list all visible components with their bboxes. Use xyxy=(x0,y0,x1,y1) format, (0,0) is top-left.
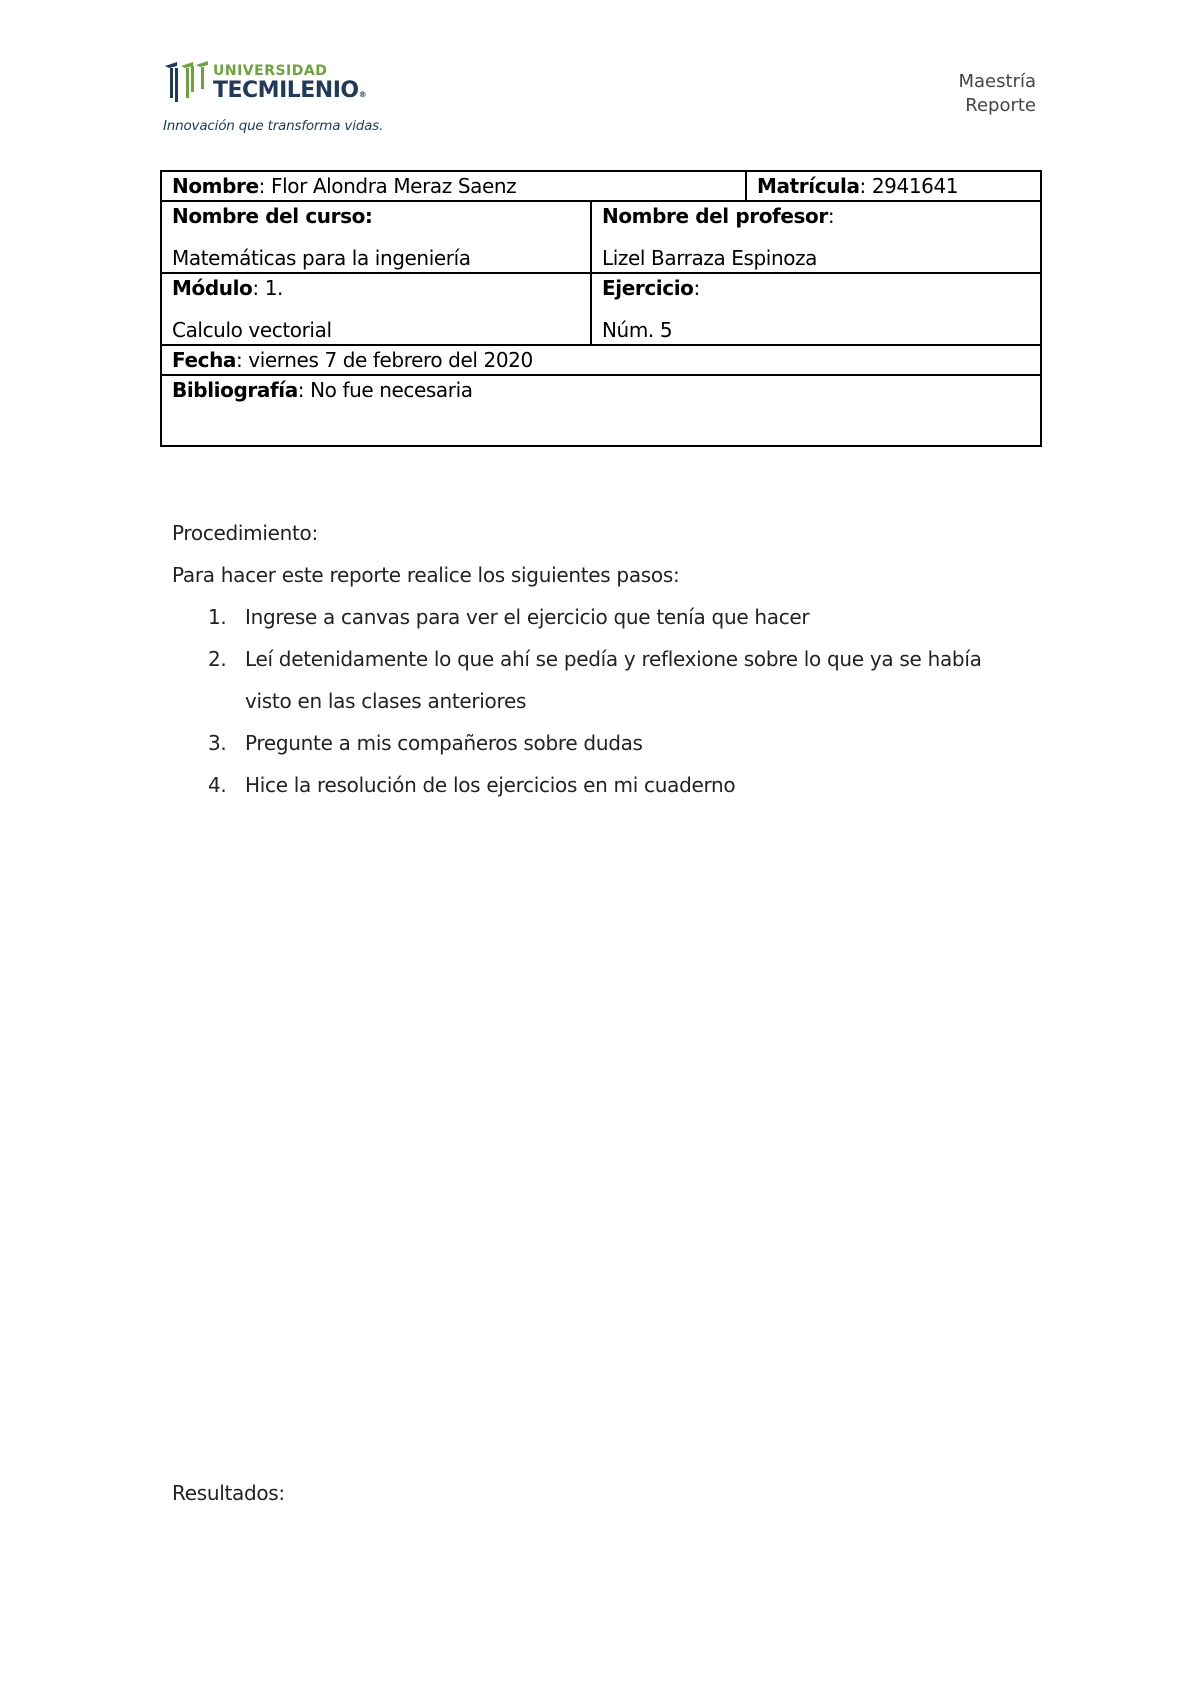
list-item: 1. Ingrese a canvas para ver el ejercicio que tenía que hacer xyxy=(208,605,810,629)
cell-bibliografia: Bibliografía: No fue necesaria xyxy=(161,375,1041,446)
logo-name-text: TECMILENIO® xyxy=(213,78,367,103)
logo-mark-icon xyxy=(163,60,211,104)
cell-matricula: Matrícula: 2941641 xyxy=(746,171,1041,201)
steps-list xyxy=(172,596,1032,806)
row-bibliografia xyxy=(161,375,1041,446)
cell-nombre: Nombre: Flor Alondra Meraz Saenz xyxy=(161,171,746,201)
procedimiento-heading: Procedimiento: xyxy=(172,521,318,545)
procedimiento-intro: Para hacer este reporte realice los siguientes pasos: xyxy=(172,563,680,587)
row-curso xyxy=(161,201,1041,273)
cell-curso: Nombre del curso: Matemáticas para la ingeniería xyxy=(161,201,591,273)
list-item: 3. Pregunte a mis compañeros sobre dudas xyxy=(208,731,643,755)
resultados-heading: Resultados: xyxy=(172,1481,285,1505)
logo-university-text: UNIVERSIDAD xyxy=(213,63,328,79)
header-program: Maestría xyxy=(958,71,1036,92)
logo-tagline: Innovación que transforma vidas. xyxy=(163,118,384,134)
cell-fecha: Fecha: viernes 7 de febrero del 2020 xyxy=(161,345,1041,375)
header-doc-type: Reporte xyxy=(965,95,1036,116)
row-modulo xyxy=(161,273,1041,345)
cell-ejercicio: Ejercicio: Núm. 5 xyxy=(591,273,1041,345)
procedimiento-section xyxy=(172,512,1032,806)
list-item: 2. Leí detenidamente lo que ahí se pedía y reflexione sobre lo que ya se había visto en las clases anteriores xyxy=(208,647,982,713)
row-fecha xyxy=(161,345,1041,375)
cell-profesor: Nombre del profesor: Lizel Barraza Espinoza xyxy=(591,201,1041,273)
row-nombre xyxy=(161,171,1041,201)
tecmilenio-logo xyxy=(163,60,393,140)
cell-modulo: Módulo: 1. Calculo vectorial xyxy=(161,273,591,345)
student-info-table xyxy=(160,170,1042,447)
list-item: 4. Hice la resolución de los ejercicios en mi cuaderno xyxy=(208,773,736,797)
header-right xyxy=(958,70,1036,118)
